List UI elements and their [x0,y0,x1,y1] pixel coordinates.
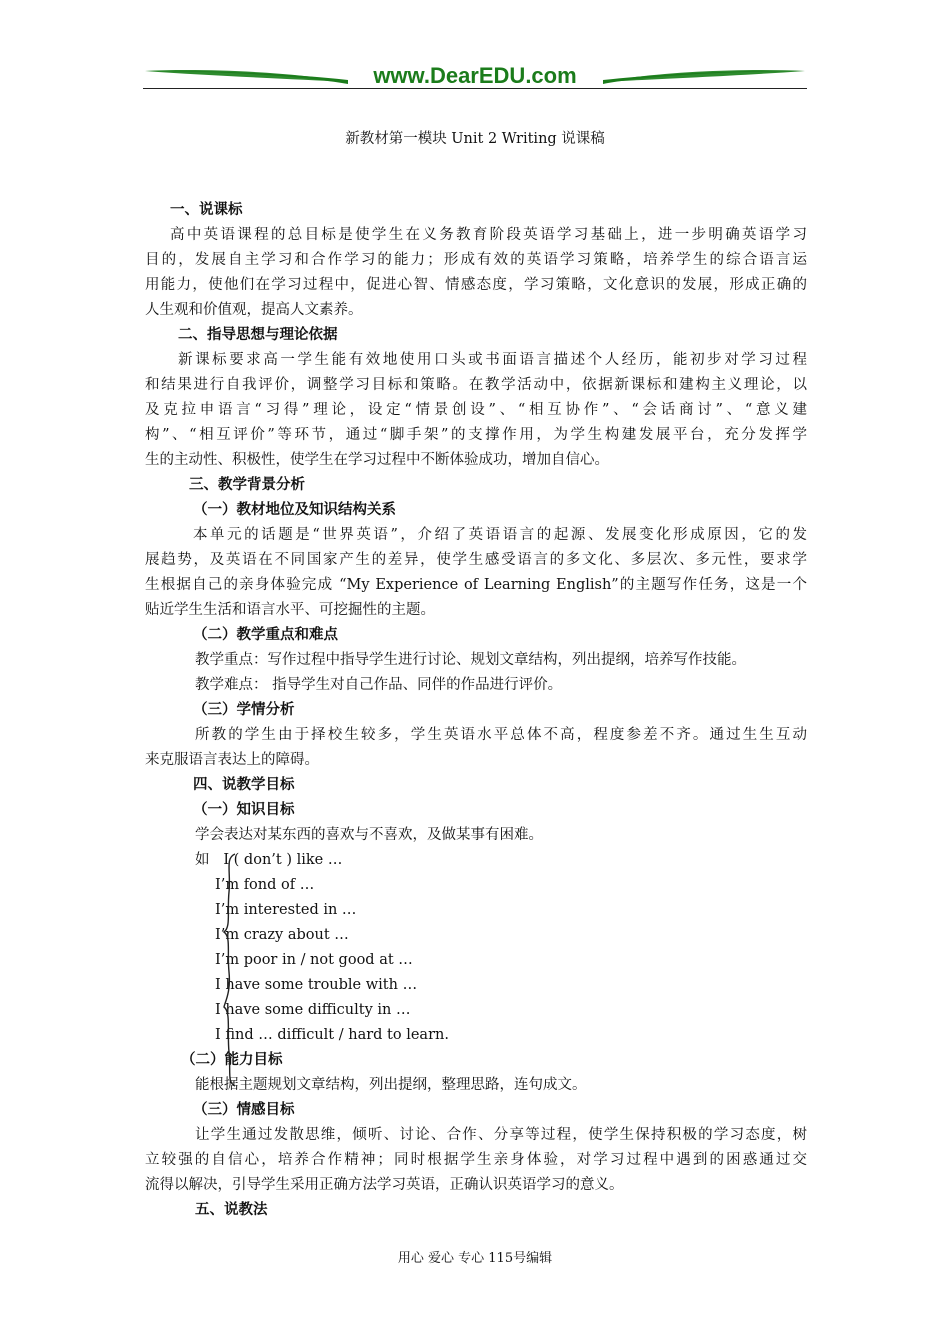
subsection-heading: （三）情感目标 [193,1101,295,1118]
curly-brace-decoration [221,852,245,1088]
paragraph-line: 及克拉申语言“习得”理论，设定“情景创设”、“相互协作”、“会话商讨”、“意义建 [145,402,807,418]
paragraph-line: 生的主动性、积极性，使学生在学习过程中不断体验成功，增加自信心。 [145,452,609,468]
paragraph-line: 构”、“相互评价”等环节，通过“脚手架”的支撑作用，为学生构建发展平台，充分发挥学 [145,427,807,443]
subsection-heading: （二）能力目标 [181,1051,283,1068]
page-footer: 用心 爱心 专心 115号编辑 [397,1251,553,1266]
site-logo-text: www.DearEDU.com [373,63,577,88]
section-heading: 五、说教法 [195,1201,268,1218]
section-heading: 四、说教学目标 [193,776,295,793]
paragraph-line: 让学生通过发散思维，倾听、讨论、合作、分享等过程，使学生保持积极的学习态度，树 [195,1127,807,1143]
paragraph-line: 能根据主题规划文章结构，列出提纲，整理思路，连句成文。 [195,1077,587,1093]
header-divider [143,88,807,89]
paragraph-line: 本单元的话题是“世界英语”，介绍了英语语言的起源、发展变化形成原因，它的发 [193,527,807,543]
section-heading: 一、说课标 [170,201,243,218]
example-phrase: I find … difficult / hard to learn. [215,1027,449,1043]
paragraph-line: 学会表达对某东西的喜欢与不喜欢，及做某事有困难。 [195,827,543,843]
paragraph-line: 贴近学生生活和语言水平、可挖掘性的主题。 [145,602,435,618]
example-phrase: I’m interested in … [215,902,357,918]
section-heading: 三、教学背景分析 [189,476,305,493]
paragraph-line: 新课标要求高一学生能有效地使用口头或书面语言描述个人经历，能初步对学习过程 [178,352,807,368]
paragraph-line: 教学难点： 指导学生对自己作品、同伴的作品进行评价。 [195,677,563,693]
paragraph-line: 来克服语言表达上的障碍。 [145,752,319,768]
paragraph-line: 用能力，使他们在学习过程中，促进心智、情感态度，学习策略，文化意识的发展，形成正确的 [145,277,807,293]
example-phrase: I’m crazy about … [215,927,349,943]
paragraph-line: 目的，发展自主学习和合作学习的能力；形成有效的英语学习策略，培养学生的综合语言运 [145,252,807,268]
subsection-heading: （三）学情分析 [193,701,295,718]
subsection-heading: （一）教材地位及知识结构关系 [193,501,396,518]
paragraph-line: 流得以解决，引导学生采用正确方法学习英语，正确认识英语学习的意义。 [145,1177,624,1193]
paragraph-line: 和结果进行自我评价，调整学习目标和策略。在教学活动中，依据新课标和建构主义理论，以 [145,377,807,393]
example-phrase: I have some difficulty in … [215,1002,411,1018]
paragraph-line: 高中英语课程的总目标是使学生在义务教育阶段英语学习基础上，进一步明确英语学习 [170,227,807,243]
example-phrase: I’m fond of … [215,877,315,893]
section-heading: 二、指导思想与理论依据 [178,326,338,343]
document-title: 新教材第一模块 Unit 2 Writing 说课稿 [345,131,605,147]
example-phrase: I’m poor in / not good at … [215,952,413,968]
paragraph-line: 立较强的自信心，培养合作精神；同时根据学生亲身体验，对学习过程中遇到的困惑通过交 [145,1152,807,1168]
example-phrase: 如 I ( don’t ) like … [195,852,343,868]
paragraph-line: 生根据自己的亲身体验完成 “My Experience of Learning English”的主题写作任务，这是一个 [145,577,807,593]
subsection-heading: （一）知识目标 [193,801,295,818]
example-phrase: I have some trouble with … [215,977,418,993]
paragraph-line: 教学重点：写作过程中指导学生进行讨论、规划文章结构，列出提纲，培养写作技能。 [195,652,746,668]
paragraph-line: 展趋势，及英语在不同国家产生的差异，使学生感受语言的多文化、多层次、多元性，要求学 [145,552,807,568]
paragraph-line: 所教的学生由于择校生较多，学生英语水平总体不高，程度参差不齐。通过生生互动 [195,727,807,743]
paragraph-line: 人生观和价值观，提高人文素养。 [145,302,363,318]
subsection-heading: （二）教学重点和难点 [193,626,338,643]
